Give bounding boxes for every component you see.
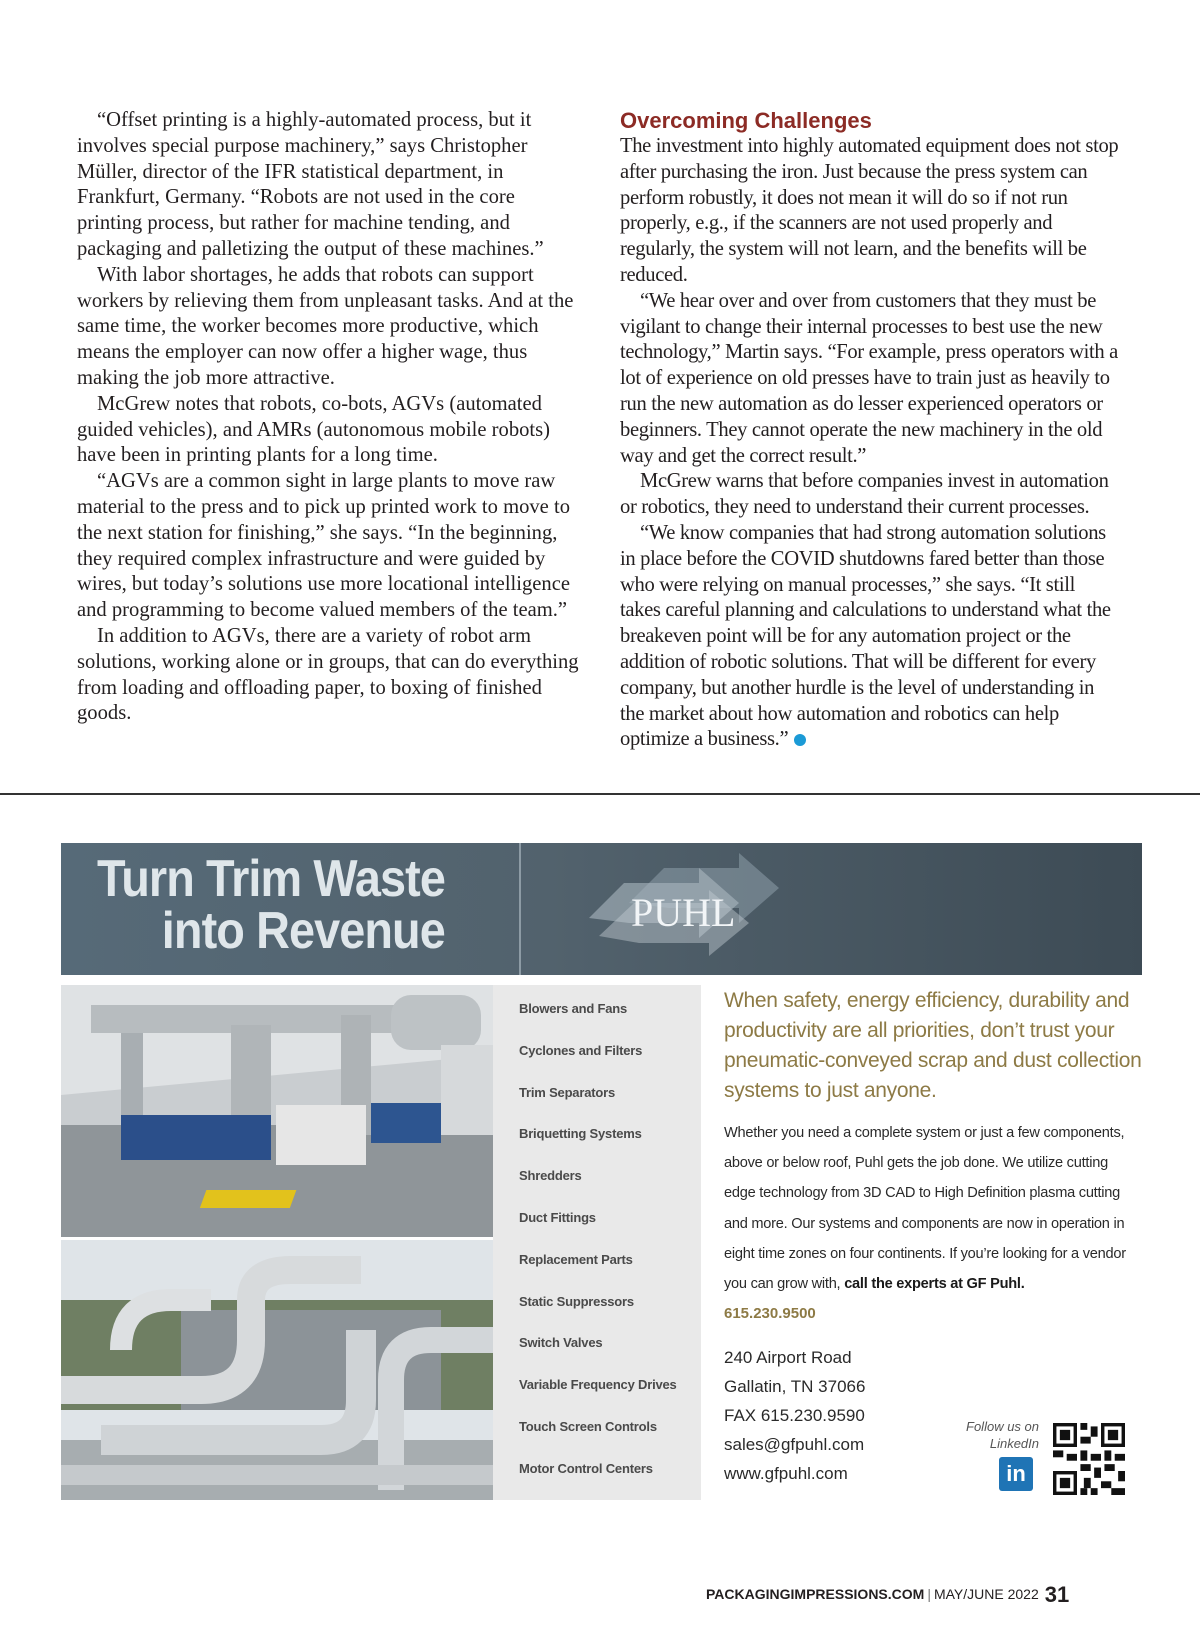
puhl-advertisement[interactable] (61, 843, 1142, 1500)
footer-separator: | (927, 1586, 931, 1602)
feature-list (493, 985, 701, 1500)
address-website[interactable]: www.gfpuhl.com (724, 1464, 848, 1484)
ductwork-photo (61, 1240, 493, 1500)
paragraph: The investment into highly automated equipment does not stop after purchasing the iron. Just because the press system can perform robustly, it does not mean it will do so if not run properly, e.g., if the scanners are not used properly and regularly, the system will not learn, and the benefits will be reduced. (620, 135, 1119, 286)
paragraph: “AGVs are a common sight in large plants to move raw material to the press and to pick up printed work to move to the next station for finishing,” she says. “In the beginning, they required complex infrastructure and were guided by wires, but today’s solutions use more locational intelligence and programming to become valued members of the team.” (77, 470, 571, 622)
article-left-column (77, 108, 585, 727)
page-number: 31 (1044, 1582, 1070, 1607)
follow-linkedin-label (949, 1418, 1039, 1452)
address-fax: FAX 615.230.9590 (724, 1406, 865, 1426)
section-heading: Overcoming Challenges (620, 108, 872, 133)
logo-text: PUHL (631, 890, 736, 935)
feature-item: Briquetting Systems (519, 1126, 642, 1142)
feature-item: Replacement Parts (519, 1251, 633, 1267)
footer-site: PACKAGINGIMPRESSIONS.COM (706, 1586, 925, 1602)
paragraph: “We hear over and over from customers that they must be vigilant to change their internal processes to best use the new technology,” Martin says. “For example, press operators with a lot of experience on old presses have to train just as heavily to run the new automation as do lesser experienced operators or beginners. They cannot operate the new machinery in the old way and get the correct result.” (620, 289, 1118, 467)
ad-header-banner (61, 843, 1142, 975)
article-right-column (620, 108, 1120, 753)
footer-issue: MAY/JUNE 2022 (933, 1586, 1039, 1602)
ad-headline (97, 850, 445, 960)
feature-item: Touch Screen Controls (519, 1418, 657, 1434)
ad-call-to-action: call the experts at GF Puhl. (844, 1276, 1025, 1293)
paragraph-last (620, 521, 1120, 753)
feature-item: Switch Valves (519, 1335, 603, 1351)
ad-header-divider (519, 843, 521, 975)
paragraph: McGrew notes that robots, co-bots, AGVs (automated guided vehicles), and AMRs (autonomous mobile robots) have been in printing plants for a long time. (77, 392, 551, 467)
end-of-article-dot-icon (794, 734, 806, 746)
ad-body (724, 1118, 1142, 1299)
page-footer (706, 1582, 1069, 1608)
puhl-logo (589, 848, 779, 958)
section-divider (0, 793, 1200, 795)
paragraph: In addition to AGVs, there are a variety of robot arm solutions, working alone or in groups, that can do everything from loading and offloading paper, to boxing of finished goods. (77, 624, 579, 725)
paragraph: “Offset printing is a highly-automated process, but it involves special purpose machinery,” says Christopher Müller, director of the IFR statistical department, in Frankfurt, Germany. “Robots are not used in the core printing process, but rather for machine tending, and packaging and palletizing the output of these machines.” (77, 109, 544, 260)
paragraph: McGrew warns that before companies invest in automation or robotics, they need to understand their current processes. (620, 470, 1109, 519)
ad-body-text: Whether you need a complete system or just a few components, above or below roof, Puhl gets the job done. We utilize cutting edge technology from 3D CAD to High Definition plasma cutting and more. Our systems and components are now in operation in eight time zones on four continents. If you’re looking for a vendor you can grow with, (724, 1125, 1126, 1293)
feature-item: Shredders (519, 1168, 582, 1184)
feature-item: Motor Control Centers (519, 1460, 653, 1476)
follow-line1: Follow us on (966, 1419, 1039, 1434)
follow-line2: LinkedIn (989, 1436, 1039, 1451)
feature-item: Duct Fittings (519, 1209, 596, 1225)
feature-item: Trim Separators (519, 1084, 615, 1100)
warehouse-photo (61, 985, 493, 1237)
feature-item: Static Suppressors (519, 1293, 634, 1309)
address-street: 240 Airport Road (724, 1348, 852, 1368)
ad-copy (724, 986, 1142, 1488)
qr-code-icon[interactable] (1053, 1423, 1125, 1495)
paragraph-text: “We know companies that had strong automation solutions in place before the COVID shutdowns fared better than those who were relying on manual processes,” she says. “It still takes careful planning and calculations to understand what the breakeven point will be for any automation project or the addition of robotic solutions. That will be different for every company, but another hurdle is the level of understanding in the market about how automation and robotics can help optimize a business.” (620, 521, 1111, 751)
linkedin-icon[interactable]: in (999, 1457, 1033, 1491)
feature-item: Cyclones and Filters (519, 1042, 643, 1058)
ad-headline-line1: Turn Trim Waste (97, 850, 445, 908)
paragraph: With labor shortages, he adds that robots can support workers by relieving them from unpleasant tasks. And at the same time, the worker becomes more productive, which means the employer can now offer a higher wage, thus making the job more attractive. (77, 263, 574, 389)
address-city: Gallatin, TN 37066 (724, 1377, 866, 1397)
feature-item: Variable Frequency Drives (519, 1377, 677, 1393)
ad-headline-line2: into Revenue (161, 902, 445, 960)
ad-tagline: When safety, energy efficiency, durability and productivity are all priorities, don’t trust your pneumatic-conveyed scrap and dust collection systems to just anyone. (724, 989, 1142, 1102)
ad-phone[interactable]: 615.230.9500 (724, 1305, 816, 1323)
address-email[interactable]: sales@gfpuhl.com (724, 1435, 865, 1455)
feature-item: Blowers and Fans (519, 1001, 628, 1016)
